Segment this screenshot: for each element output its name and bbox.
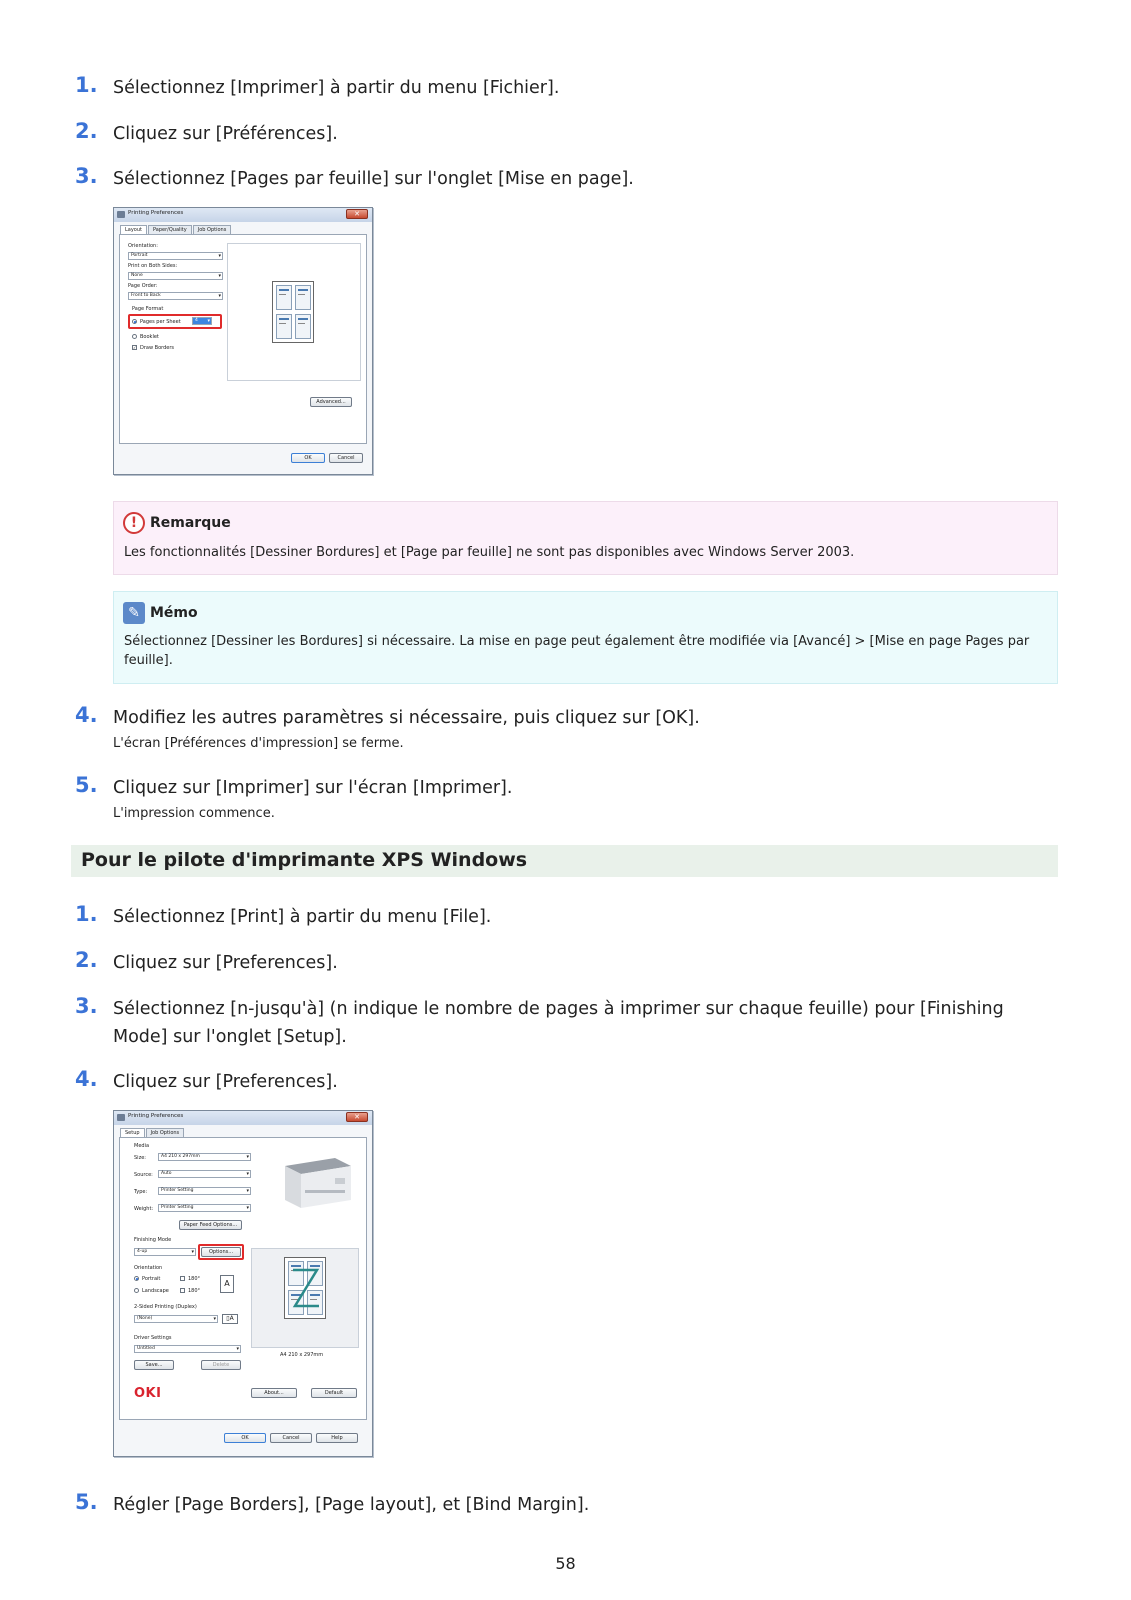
note-text: Les fonctionnalités [Dessiner Bordures] et [Page par feuille] ne sont pas disponibles avec Windows Server 2003. bbox=[124, 545, 855, 560]
printer-icon bbox=[117, 211, 125, 218]
step-text: Modifiez les autres paramètres si nécessaire, puis cliquez sur [OK]. bbox=[113, 708, 700, 728]
page-order-label: Page Order: bbox=[128, 283, 158, 289]
tab-job-options[interactable]: Job Options bbox=[146, 1128, 185, 1137]
remarque-note bbox=[113, 501, 1058, 575]
setup-dialog-screenshot bbox=[113, 1110, 373, 1457]
mini-page bbox=[295, 285, 311, 310]
note-title: Remarque bbox=[150, 515, 231, 531]
about-button[interactable]: About... bbox=[251, 1388, 297, 1398]
orientation-select[interactable]: Portrait ▾ bbox=[128, 252, 223, 260]
source-select[interactable]: Auto ▾ bbox=[158, 1170, 251, 1178]
driver-settings-select[interactable]: Untitled ▾ bbox=[134, 1345, 241, 1353]
finishing-mode-select[interactable]: 4-up ▾ bbox=[134, 1248, 196, 1256]
landscape-radio[interactable] bbox=[134, 1288, 139, 1293]
oki-logo: OKI bbox=[134, 1386, 162, 1401]
portrait-radio[interactable] bbox=[134, 1276, 139, 1281]
ok-button[interactable]: OK bbox=[291, 453, 325, 463]
layout-pane bbox=[119, 234, 367, 444]
type-label: Type: bbox=[134, 1189, 148, 1195]
orientation-label: Orientation: bbox=[128, 243, 158, 249]
booklet-radio[interactable] bbox=[132, 334, 137, 339]
source-label: Source: bbox=[134, 1172, 153, 1178]
dialog-tabs bbox=[120, 225, 232, 234]
advanced-button[interactable]: Advanced... bbox=[310, 397, 352, 407]
dialog-title: Printing Preferences bbox=[128, 210, 184, 216]
setup-pane bbox=[119, 1137, 367, 1420]
tab-job-options[interactable]: Job Options bbox=[193, 225, 232, 234]
step-text: Cliquez sur [Preferences]. bbox=[113, 953, 338, 973]
rotate-180-label: 180° bbox=[188, 1288, 201, 1294]
note-title: Mémo bbox=[150, 605, 198, 621]
step-text: Cliquez sur [Preferences]. bbox=[113, 1072, 338, 1092]
rotate-180-label: 180° bbox=[188, 1276, 201, 1282]
layout-preview bbox=[227, 243, 361, 381]
driver-settings-label: Driver Settings bbox=[134, 1335, 172, 1341]
rotate-180-checkbox[interactable] bbox=[180, 1288, 185, 1293]
printer-image bbox=[275, 1148, 355, 1216]
step-b-3 bbox=[75, 994, 1060, 1054]
page-order-select[interactable]: Front to Back ▾ bbox=[128, 292, 223, 300]
preview-sheet bbox=[284, 1257, 326, 1319]
step-text: Sélectionnez [Imprimer] à partir du menu [Fichier]. bbox=[113, 78, 560, 98]
step-text: Sélectionnez [Print] à partir du menu [File]. bbox=[113, 907, 492, 927]
step-subtext: L'écran [Préférences d'impression] se ferme. bbox=[113, 736, 404, 751]
section-heading bbox=[71, 845, 1058, 877]
note-text: Sélectionnez [Dessiner les Bordures] si nécessaire. La mise en page peut également être modifiée via [Avancé] > [Mise en page Pages par feuille]. bbox=[124, 634, 1030, 668]
orientation-preview-icon: A bbox=[220, 1275, 234, 1293]
paper-feed-options-button[interactable]: Paper Feed Options... bbox=[179, 1220, 242, 1230]
type-select[interactable]: Printer Setting ▾ bbox=[158, 1187, 251, 1195]
step-a-5 bbox=[75, 773, 1060, 823]
step-text: Sélectionnez [n-jusqu'à] (n indique le nombre de pages à imprimer sur chaque feuille) pour [Finishing Mode] sur l'onglet [Setup]. bbox=[113, 999, 1004, 1047]
note-header bbox=[123, 512, 231, 534]
mini-page bbox=[295, 314, 311, 339]
pen-memo-icon: ✎ bbox=[123, 602, 145, 624]
highlight-box bbox=[198, 1244, 244, 1260]
options-button[interactable]: Options... bbox=[201, 1247, 241, 1257]
step-number: 3. bbox=[75, 994, 98, 1018]
cancel-button[interactable]: Cancel bbox=[329, 453, 363, 463]
size-select[interactable]: A4 210 x 297mm ▾ bbox=[158, 1153, 251, 1161]
step-number: 1. bbox=[75, 902, 98, 926]
step-number: 5. bbox=[75, 1490, 98, 1514]
mini-page bbox=[276, 285, 292, 310]
duplex-label: 2-Sided Printing (Duplex) bbox=[134, 1304, 197, 1310]
pages-per-sheet-label: Pages per Sheet bbox=[140, 319, 181, 325]
paper-size-caption: A4 210 x 297mm bbox=[280, 1352, 324, 1358]
delete-button[interactable]: Delete bbox=[201, 1360, 241, 1370]
step-number: 3. bbox=[75, 164, 98, 188]
orientation-label: Orientation bbox=[134, 1265, 163, 1271]
highlight-box bbox=[128, 314, 222, 329]
step-a-4 bbox=[75, 703, 1060, 753]
step-subtext: L'impression commence. bbox=[113, 806, 275, 821]
draw-borders-checkbox[interactable]: ✓ bbox=[133, 345, 137, 350]
tab-paper-quality[interactable]: Paper/Quality bbox=[148, 225, 192, 234]
step-text: Cliquez sur [Imprimer] sur l'écran [Imprimer]. bbox=[113, 778, 513, 798]
landscape-label: Landscape bbox=[142, 1288, 169, 1294]
booklet-label: Booklet bbox=[140, 334, 159, 340]
weight-label: Weight: bbox=[134, 1206, 154, 1212]
preview-sheet bbox=[272, 281, 314, 343]
step-number: 1. bbox=[75, 73, 98, 97]
finishing-preview bbox=[251, 1248, 359, 1348]
step-number: 2. bbox=[75, 119, 98, 143]
rotate-180-checkbox[interactable] bbox=[180, 1276, 185, 1281]
size-label: Size: bbox=[134, 1155, 146, 1161]
layout-dialog-screenshot bbox=[113, 207, 373, 475]
section-title: Pour le pilote d'imprimante XPS Windows bbox=[81, 849, 528, 871]
pages-per-sheet-select[interactable]: 4 ▾ bbox=[192, 317, 212, 325]
tab-layout[interactable]: Layout bbox=[120, 225, 147, 234]
note-header bbox=[123, 602, 198, 624]
warning-icon: ! bbox=[123, 512, 145, 534]
dialog-titlebar bbox=[114, 1111, 372, 1125]
weight-select[interactable]: Printer Setting ▾ bbox=[158, 1204, 251, 1212]
close-icon[interactable]: ✕ bbox=[346, 209, 368, 219]
close-icon[interactable]: ✕ bbox=[346, 1112, 368, 1122]
both-sides-select[interactable]: None ▾ bbox=[128, 272, 223, 280]
help-button[interactable]: Help bbox=[316, 1433, 358, 1443]
dialog-titlebar bbox=[114, 208, 372, 222]
step-number: 4. bbox=[75, 703, 98, 727]
dialog-title: Printing Preferences bbox=[128, 1113, 184, 1119]
step-number: 5. bbox=[75, 773, 98, 797]
page-order-z-icon bbox=[291, 1266, 321, 1312]
page-format-label: Page Format bbox=[132, 306, 164, 312]
default-button[interactable]: Default bbox=[311, 1388, 357, 1398]
memo-note bbox=[113, 591, 1058, 684]
step-number: 2. bbox=[75, 948, 98, 972]
media-label: Media bbox=[134, 1143, 150, 1149]
finishing-mode-label: Finishing Mode bbox=[134, 1237, 172, 1243]
duplex-select[interactable]: (None) ▾ bbox=[134, 1315, 218, 1323]
duplex-book-icon: ▯A bbox=[222, 1314, 238, 1324]
printer-icon bbox=[117, 1114, 125, 1121]
draw-borders-label: Draw Borders bbox=[140, 345, 175, 351]
cancel-button[interactable]: Cancel bbox=[270, 1433, 312, 1443]
both-sides-label: Print on Both Sides: bbox=[128, 263, 178, 269]
page-number: 58 bbox=[555, 1554, 576, 1573]
step-number: 4. bbox=[75, 1067, 98, 1091]
portrait-label: Portrait bbox=[142, 1276, 161, 1282]
step-text: Cliquez sur [Préférences]. bbox=[113, 124, 338, 144]
mini-page bbox=[276, 314, 292, 339]
step-text: Régler [Page Borders], [Page layout], et [Bind Margin]. bbox=[113, 1495, 590, 1515]
ok-button[interactable]: OK bbox=[224, 1433, 266, 1443]
step-text: Sélectionnez [Pages par feuille] sur l'onglet [Mise en page]. bbox=[113, 169, 634, 189]
tab-setup[interactable]: Setup bbox=[120, 1128, 145, 1137]
save-button[interactable]: Save... bbox=[134, 1360, 174, 1370]
dialog-tabs bbox=[120, 1128, 185, 1137]
